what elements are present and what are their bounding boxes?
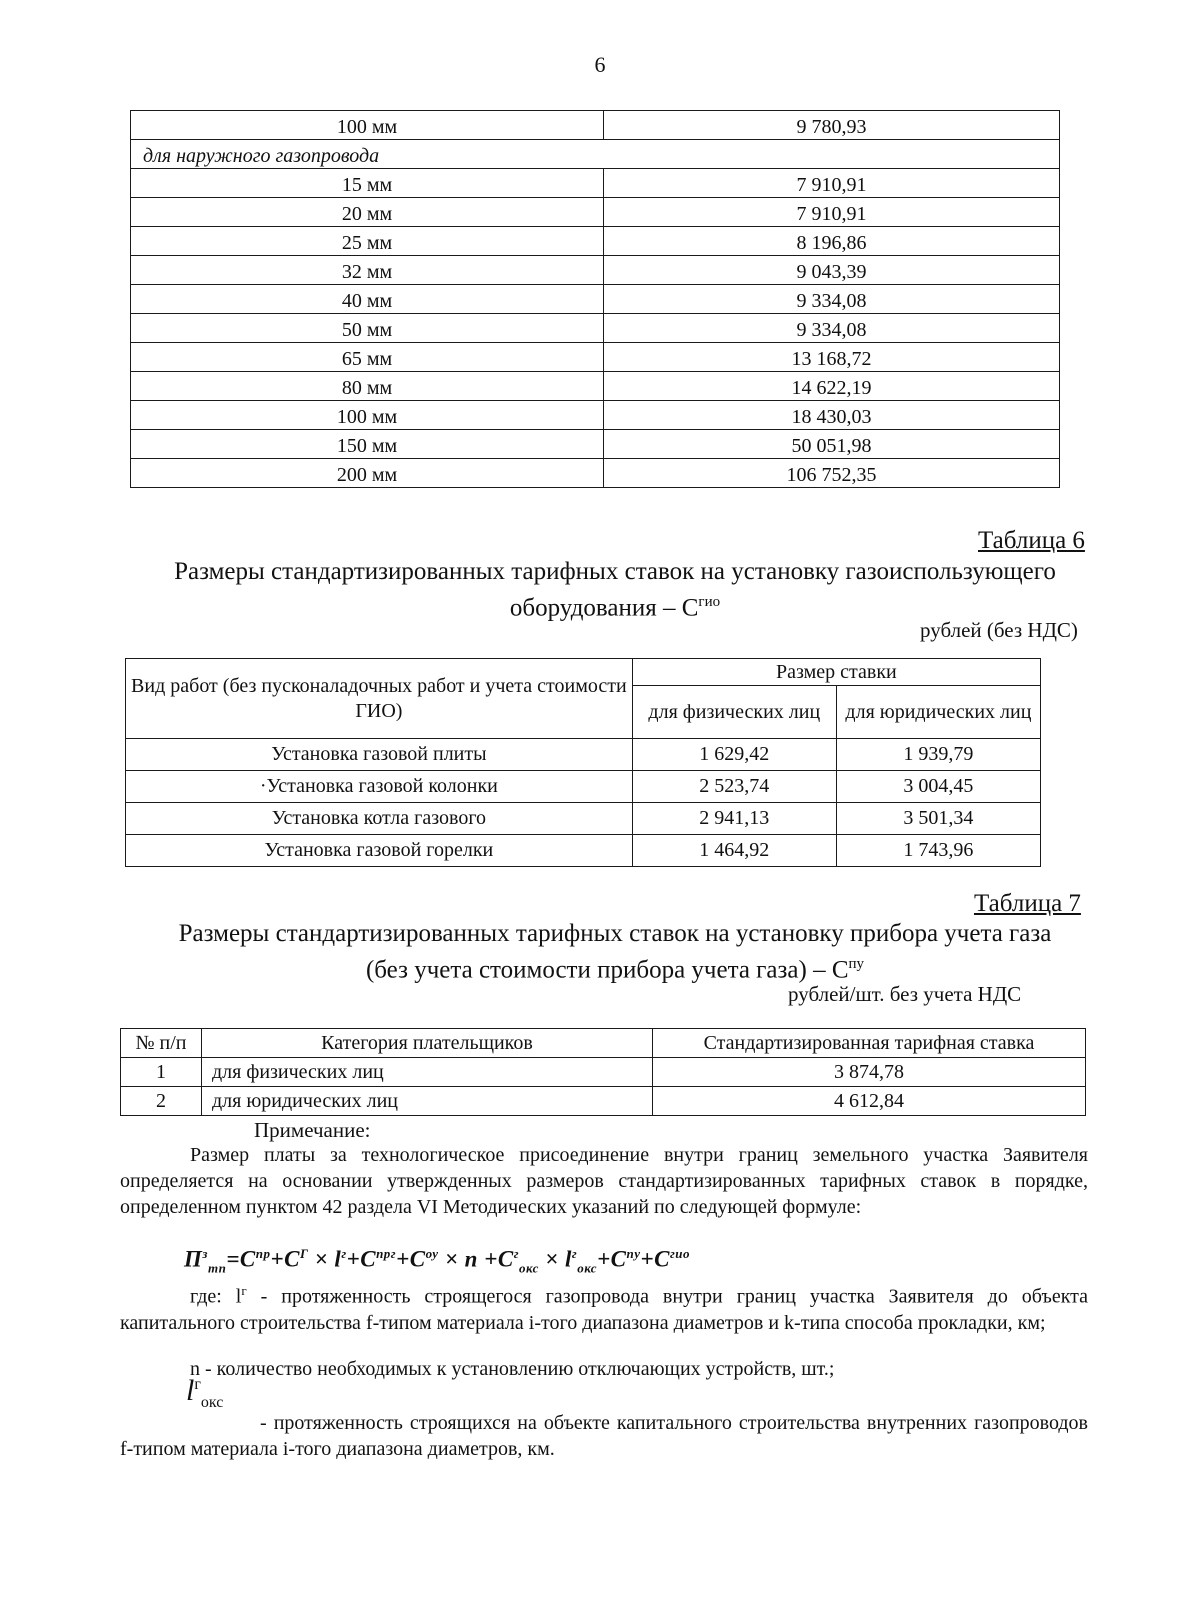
standard-rate: 4 612,84 (653, 1087, 1086, 1116)
note-paragraph-1: Размер платы за технологическое присоединение внутри границ земельного участка Заявителя определяется на основании утвержденных размеров стандартизированных тарифных ставок в порядке, определенном пунктом 42 раздела VI Методических указаний по следующей формуле: (120, 1144, 1088, 1218)
pipe-cost-value: 9 043,39 (604, 256, 1060, 285)
table7-units: рублей/шт. без учета НДС (788, 982, 1022, 1006)
pipe-cost-value: 106 752,35 (604, 459, 1060, 488)
pipe-diameter: 200 мм (131, 459, 604, 488)
table-row (131, 140, 1060, 169)
pipe-cost-value: 8 196,86 (604, 227, 1060, 256)
pipe-cost-table (130, 110, 1060, 488)
table7-head-num: № п/п (121, 1029, 202, 1058)
note-heading: Примечание: (254, 1118, 371, 1142)
table-row (121, 1087, 1086, 1116)
note-paragraph-2: где: $l^г$ - протяженность строящегося газопровода внутри границ участка Заявителя до объекта капитального строительства f-типом материала i-того диапазона диаметров и k-типа способа прокладки, км; (120, 1283, 1089, 1334)
table-row (121, 1058, 1086, 1087)
table5-subheader: для наружного газопровода (131, 140, 1060, 169)
note-paragraph-3: n - количество необходимых к установлению отключающих устройств, шт.; (190, 1358, 835, 1380)
rate-physical: 2 523,74 (632, 771, 836, 803)
table6-head-group: Размер ставки (632, 659, 1040, 686)
table-row (131, 198, 1060, 227)
table-row (131, 111, 1060, 140)
pipe-cost-value: 9 334,08 (604, 285, 1060, 314)
pipe-cost-value: 7 910,91 (604, 198, 1060, 227)
pipe-diameter: 15 мм (131, 169, 604, 198)
table7-head-rate: Стандартизированная тарифная ставка (653, 1029, 1086, 1058)
table-row (131, 169, 1060, 198)
pipe-diameter: 100 мм (131, 401, 604, 430)
table-row (126, 739, 1041, 771)
table-row (126, 803, 1041, 835)
gas-equipment-rates-table (125, 658, 1041, 867)
table-row (131, 459, 1060, 488)
pipe-cost-value: 13 168,72 (604, 343, 1060, 372)
table7-title-line1: Размеры стандартизированных тарифных ставок на установку прибора учета газа (178, 920, 1052, 947)
pipe-diameter: 50 мм (131, 314, 604, 343)
pipe-cost-value: 18 430,03 (604, 401, 1060, 430)
pipe-diameter: 65 мм (131, 343, 604, 372)
pipe-cost-value: 50 051,98 (604, 430, 1060, 459)
table6-title-line1: Размеры стандартизированных тарифных ставок на установку газоиспользующего (174, 558, 1056, 585)
payer-category: для юридических лиц (202, 1087, 653, 1116)
table6-units: рублей (без НДС) (920, 618, 1078, 642)
work-type: Установка газовой плиты (126, 739, 633, 771)
rate-legal: 3 501,34 (836, 803, 1040, 835)
page-number: 6 (594, 52, 606, 77)
pipe-diameter: 25 мм (131, 227, 604, 256)
pipe-diameter: 20 мм (131, 198, 604, 227)
table7-title-line2: (без учета стоимости прибора учета газа) – $С^{пу}$ (365, 956, 865, 984)
table7-header-row (121, 1029, 1086, 1058)
table-row (131, 372, 1060, 401)
fee-formula: $П^з_{тп}=С^{пр}+С^Г \times l^г+С^{прг}+С^{оу} \times n +С^г_{окс} \times l^г_{окс}+С^{пу}+С^{гио}$ (184, 1246, 690, 1276)
table6-title-line2: оборудования – $С^{гио}$ (509, 594, 721, 622)
table-row (126, 835, 1041, 867)
pipe-cost-value: 7 910,91 (604, 169, 1060, 198)
table6-head-work: Вид работ (без пусконаладочных работ и учета стоимости ГИО) (126, 659, 633, 739)
table-row (131, 401, 1060, 430)
table6-head-phys: для физических лиц (632, 686, 836, 739)
table7-title (110, 918, 1120, 985)
pipe-diameter: 80 мм (131, 372, 604, 401)
rate-legal: 3 004,45 (836, 771, 1040, 803)
table-row (131, 343, 1060, 372)
table7-label: Таблица 7 (974, 890, 1081, 917)
work-type: ·Установка газовой колонки (126, 771, 633, 803)
work-type: Установка газовой горелки (126, 835, 633, 867)
rate-legal: 1 939,79 (836, 739, 1040, 771)
rate-physical: 1 464,92 (632, 835, 836, 867)
pipe-diameter: 100 мм (131, 111, 604, 140)
table6-header-row (126, 659, 1041, 686)
pipe-diameter: 32 мм (131, 256, 604, 285)
work-type: Установка котла газового (126, 803, 633, 835)
l-oks-symbol: $l^г_{окс}$ (186, 1374, 224, 1411)
pipe-cost-value: 9 780,93 (604, 111, 1060, 140)
pipe-cost-value: 9 334,08 (604, 314, 1060, 343)
row-number: 2 (121, 1087, 202, 1116)
table-row (131, 314, 1060, 343)
table7-head-cat: Категория плательщиков (202, 1029, 653, 1058)
table-row (126, 771, 1041, 803)
table-row (131, 227, 1060, 256)
row-number: 1 (121, 1058, 202, 1087)
rate-physical: 2 941,13 (632, 803, 836, 835)
pipe-diameter: 150 мм (131, 430, 604, 459)
pipe-cost-value: 14 622,19 (604, 372, 1060, 401)
rate-legal: 1 743,96 (836, 835, 1040, 867)
standard-rate: 3 874,78 (653, 1058, 1086, 1087)
meter-install-rates-table (120, 1028, 1086, 1116)
rate-physical: 1 629,42 (632, 739, 836, 771)
payer-category: для физических лиц (202, 1058, 653, 1087)
pipe-diameter: 40 мм (131, 285, 604, 314)
table6-head-jur: для юридических лиц (836, 686, 1040, 739)
note-paragraph-4: - протяженность строящихся на объекте капитального строительства внутренних газопроводов f-типом материала i-того диапазона диаметров, км. (120, 1412, 1088, 1460)
table-row (131, 256, 1060, 285)
table6-label: Таблица 6 (978, 527, 1085, 554)
table-row (131, 430, 1060, 459)
table-row (131, 285, 1060, 314)
table6-title (110, 556, 1120, 623)
